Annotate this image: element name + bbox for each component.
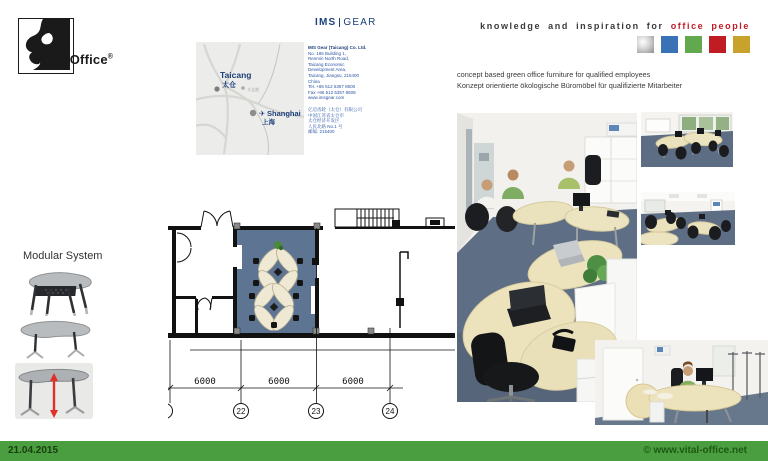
address-line-cn: 人民北路 No.1 号	[308, 123, 343, 129]
address-line: Tel. +86 512 5357 8500	[308, 84, 356, 90]
address-line: Fax +86 512 5357 8508	[308, 89, 356, 95]
address-line: Taicang Economic	[308, 61, 345, 67]
dimension-label: 6000	[194, 377, 216, 387]
grid-bubble-label: 23	[311, 407, 321, 416]
grid-bubble-label: 24	[385, 407, 395, 416]
grid-bubbles	[168, 404, 398, 419]
office-photo-mid-right	[641, 192, 735, 245]
address-line-cn: 中国江苏省太仓市	[308, 112, 344, 118]
ims-gear-logo	[315, 17, 377, 28]
office-photo-top-right	[641, 112, 733, 167]
map-image	[196, 42, 304, 155]
header-tagline	[480, 21, 750, 31]
color-square-green	[685, 36, 702, 53]
address-line: Taicang, Jiangsu, 215400	[308, 72, 360, 78]
brand-name	[37, 52, 113, 67]
door-swing-arcs	[177, 211, 233, 310]
plane-icon: ✈	[259, 109, 266, 118]
ims-logo-part1: IMS	[315, 17, 337, 28]
staircase	[335, 209, 444, 227]
tagline-black: knowledge and inspiration for	[480, 21, 664, 31]
address-website: www.imsgear.com	[308, 95, 345, 101]
color-square-gold	[733, 36, 750, 53]
floor-plan	[168, 200, 455, 432]
location-map-card	[196, 42, 372, 155]
address-line: Renmin North Road,	[308, 56, 350, 62]
color-square-blue	[661, 36, 678, 53]
address-line: No. 186 Building 1,	[308, 50, 347, 56]
color-swatch-row	[637, 36, 750, 53]
color-square-silver	[637, 36, 654, 53]
svg-text:太仓: 太仓	[222, 82, 236, 89]
footer-date: 21.04.2015	[8, 445, 59, 456]
map-label-shanghai	[259, 109, 265, 118]
office-photo-bottom	[595, 340, 768, 425]
address-line: China	[308, 78, 320, 84]
concept-text	[457, 70, 682, 91]
brand-text: Vital-Office	[37, 52, 108, 67]
color-square-red	[709, 36, 726, 53]
address-line: IMS Gear (Taicang) Co. Ltd.	[308, 45, 367, 50]
address-line-cn: 太仓经济开发区	[308, 118, 340, 124]
svg-text:Shanghai: Shanghai	[267, 109, 301, 118]
footer-copyright: © www.vital-office.net	[643, 445, 747, 456]
shanghai-map-dot	[250, 110, 256, 116]
modular-desk-tleg	[18, 320, 94, 360]
modular-system-title: Modular System	[23, 250, 103, 262]
dimension-label: 6000	[342, 377, 364, 387]
svg-text:上海: 上海	[262, 119, 275, 126]
footer-bar	[0, 441, 768, 461]
concept-text-de: Konzept orientierte ökologische Büromöbel für qualifizierte Mitarbeiter	[457, 80, 683, 90]
concept-text-en: concept based green office furniture for qualified employees	[457, 70, 651, 79]
grid-bubble-label: 22	[236, 407, 246, 416]
address-line-cn: 邮编: 215400	[308, 129, 335, 135]
ims-logo-part2: GEAR	[343, 17, 377, 28]
map-label-taicang: Taicang	[220, 70, 252, 80]
dimension-label: 6000	[268, 377, 290, 387]
modular-desk-4leg	[24, 270, 96, 316]
map-label-port: 太仓港	[247, 87, 259, 92]
address-line-cn: 亿迈齿轮（太仓）有限公司	[308, 106, 362, 112]
tagline-red: office people	[670, 21, 750, 31]
modular-desk-height-adjustable	[15, 363, 93, 419]
company-address-block	[308, 45, 372, 135]
ims-logo-divider	[339, 18, 340, 27]
registered-mark-icon: ®	[107, 53, 114, 61]
taicang-map-dot	[214, 86, 219, 91]
address-line: Development Area,	[308, 67, 347, 73]
plan-section-marker	[396, 252, 408, 328]
